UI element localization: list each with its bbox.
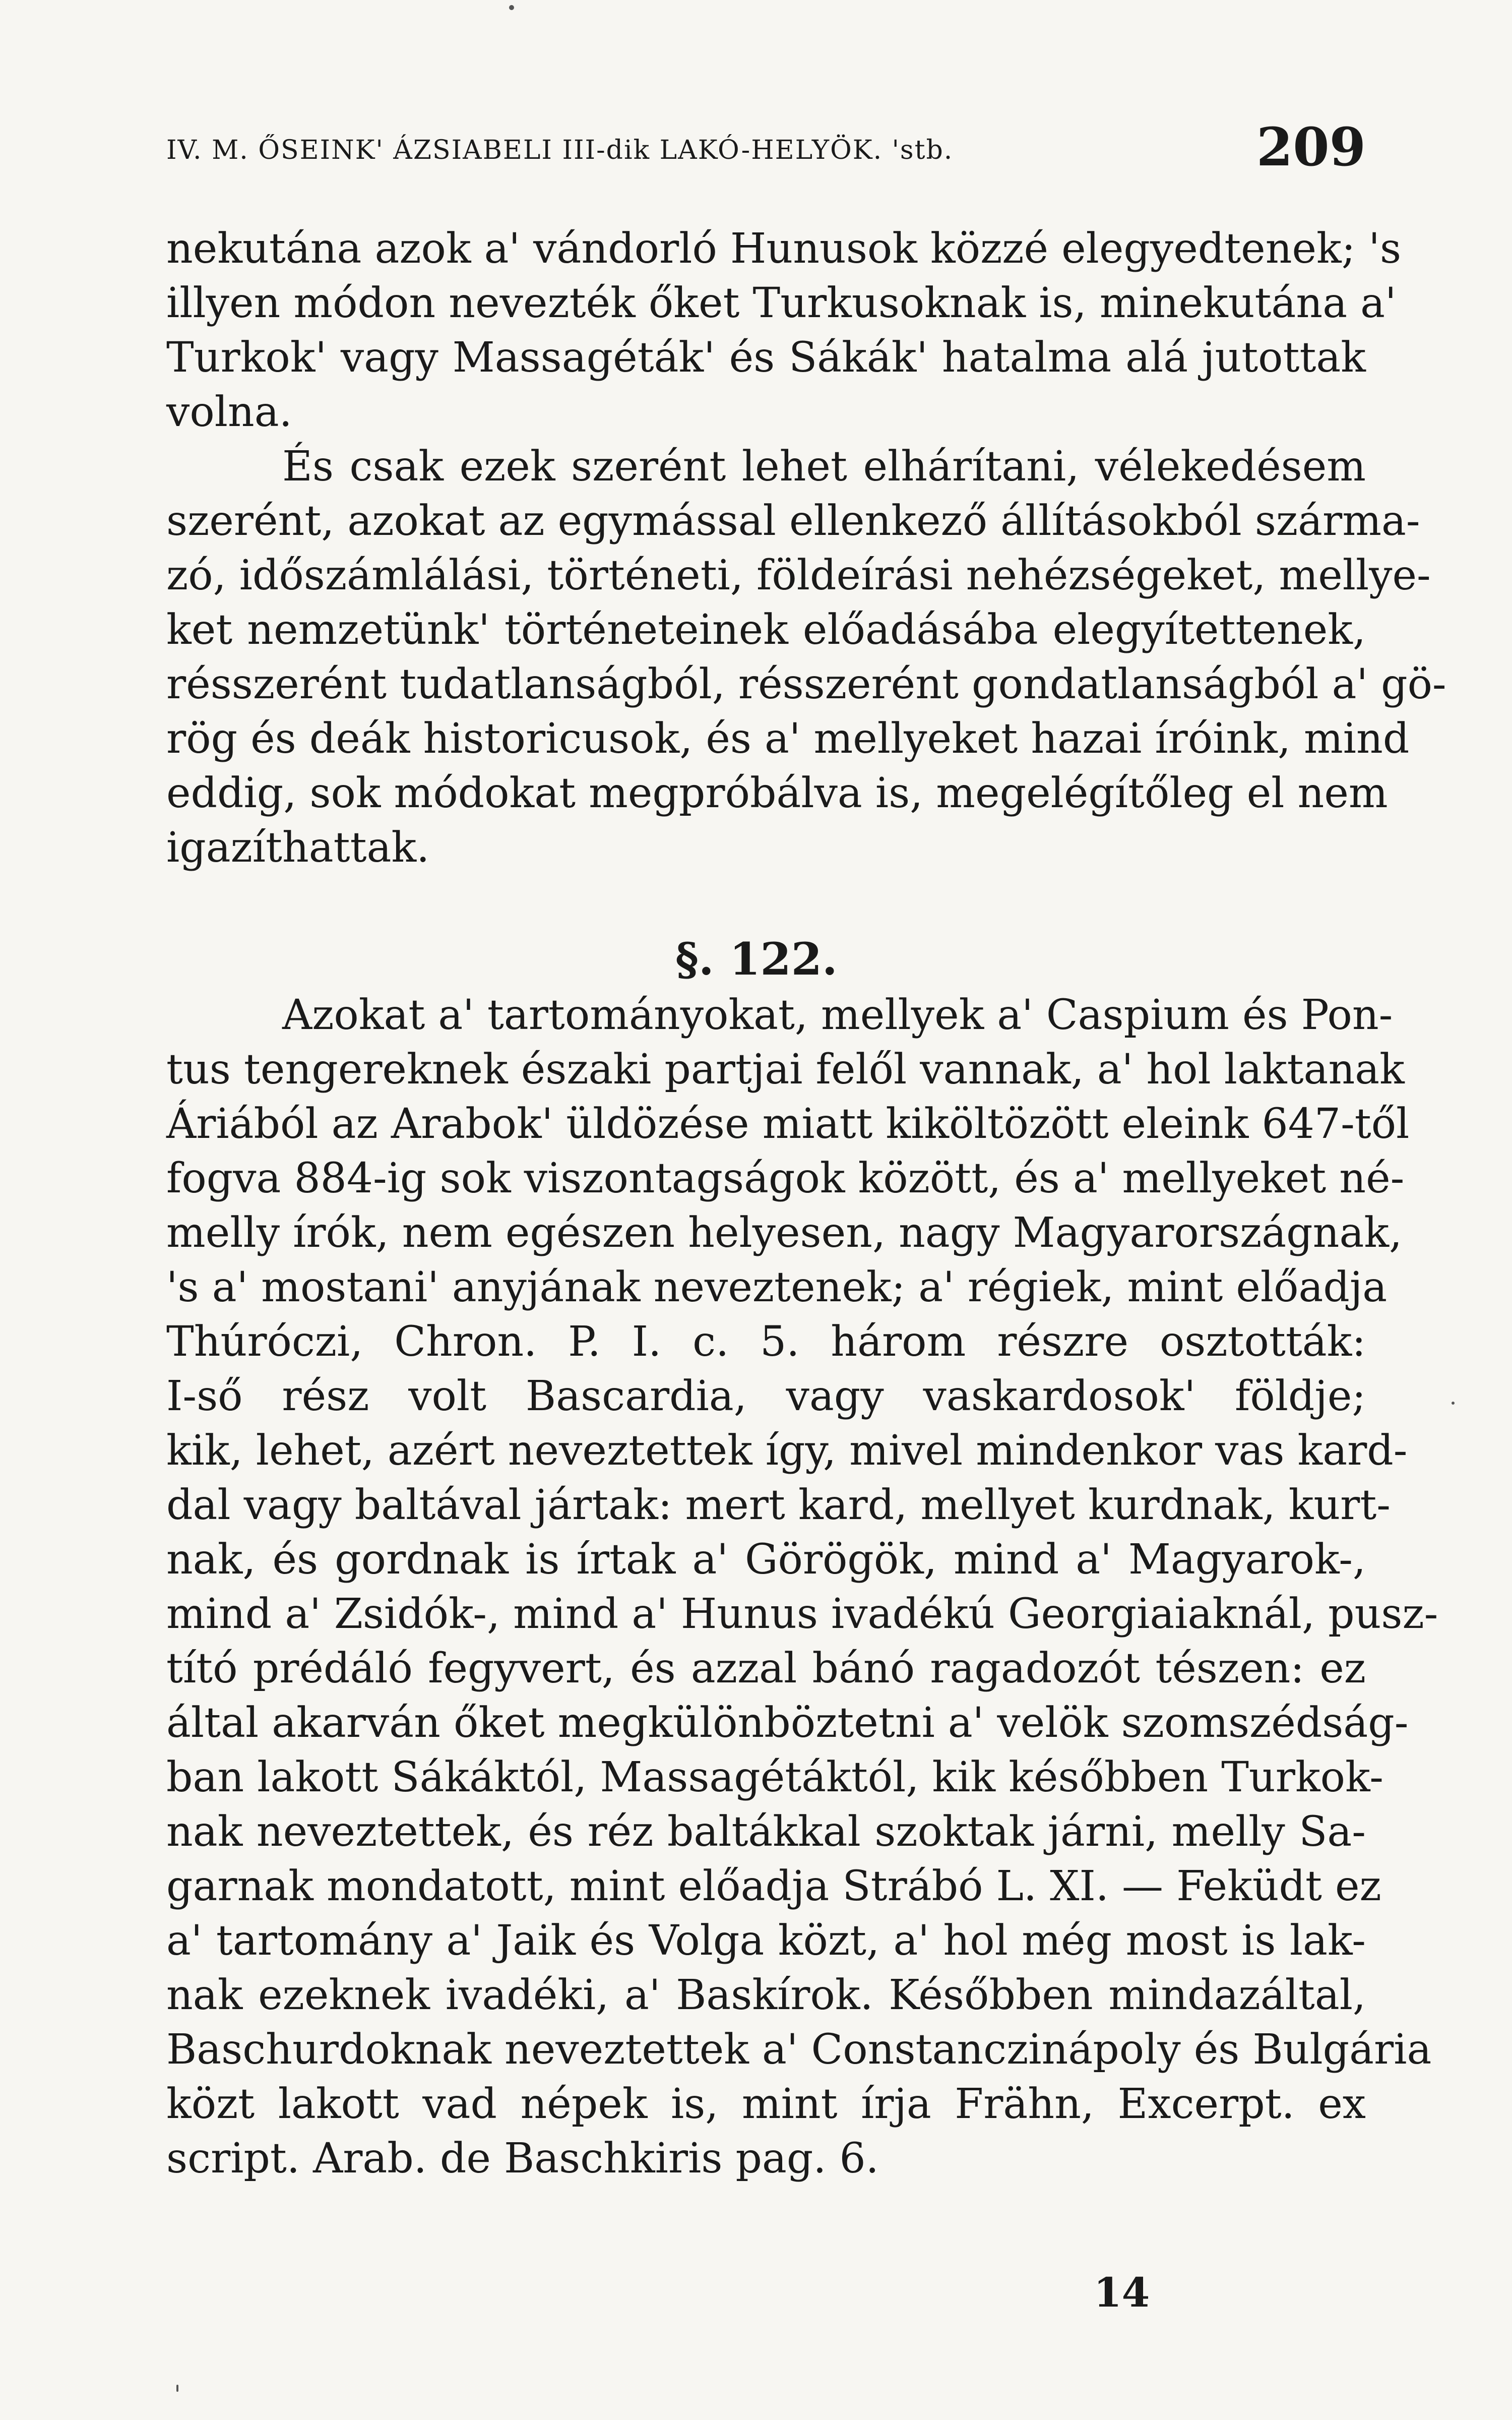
text-line: tító prédáló fegyvert, és azzal bánó ragadozót tészen: ez <box>166 1645 1366 1692</box>
text-line: ket nemzetünk' történeteinek előadásába elegyítettenek, <box>166 606 1366 654</box>
text-line: 's a' mostani' anyjának neveztenek; a' régiek, mint előadja <box>166 1263 1388 1311</box>
text-line: melly írók, nem egészen helyesen, nagy Magyarországnak, <box>166 1209 1403 1257</box>
ink-speck <box>1452 1402 1455 1405</box>
text-line: résszerént tudatlanságból, résszerént gondatlanságból a' gö- <box>166 660 1446 708</box>
main-text <box>166 222 1446 875</box>
page-number: 209 <box>1256 116 1366 178</box>
text-line: garnak mondatott, mint előadja Strábó L. XI. — Feküdt ez <box>166 1862 1381 1910</box>
text-line: Azokat a' tartományokat, mellyek a' Caspium és Pon- <box>282 991 1393 1039</box>
text-line: a' tartomány a' Jaik és Volga közt, a' hol még most is lak- <box>166 1917 1366 1965</box>
text-line: nak ezeknek ivadéki, a' Baskírok. Későbben mindazáltal, <box>166 1971 1366 2019</box>
text-line: Turkok' vagy Massagéták' és Sákák' hatalma alá jutottak <box>166 334 1366 382</box>
text-line: tus tengereknek északi partjai felől vannak, a' hol laktanak <box>166 1046 1405 1094</box>
text-line: kik, lehet, azért neveztettek így, mivel mindenkor vas kard- <box>166 1427 1408 1475</box>
section-number: §. 122. <box>675 933 838 985</box>
running-head <box>166 111 1366 187</box>
section-text <box>166 988 1438 2186</box>
text-line: Baschurdoknak neveztettek a' Constanczinápoly és Bulgária <box>166 2026 1432 2074</box>
ink-speck <box>176 2385 178 2392</box>
text-line: által akarván őket megkülönböztetni a' velök szomszédság- <box>166 1699 1409 1747</box>
text-line: Thúróczi, Chron. P. I. c. 5. három részre osztották: <box>166 1318 1366 1366</box>
text-line: igazíthattak. <box>166 824 430 872</box>
text-line: volna. <box>166 388 292 436</box>
text-line: fogva 884-ig sok viszontagságok között, és a' mellyeket né- <box>166 1155 1405 1202</box>
text-line: Áriából az Arabok' üldözése miatt kiköltözött eleink 647-től <box>166 1100 1410 1148</box>
text-line: nekutána azok a' vándorló Hunusok közzé elegyedtenek; 's <box>166 225 1402 273</box>
text-line: szerént, azokat az egymással ellenkező állításokból szárma- <box>166 497 1420 545</box>
ink-speck <box>509 5 514 10</box>
text-line: ban lakott Sákáktól, Massagétáktól, kik későbben Turkok- <box>166 1753 1383 1801</box>
running-head-title: IV. M. ŐSEINK' ÁZSIABELI III-dik LAKÓ-HELYÖK. 'stb. <box>166 135 954 165</box>
text-line: rög és deák historicusok, és a' mellyeket hazai íróink, mind <box>166 715 1410 763</box>
text-line: nak, és gordnak is írtak a' Görögök, mind a' Magyarok-, <box>166 1536 1366 1584</box>
text-line: illyen módon nevezték őket Turkusoknak is, minekutána a' <box>166 279 1397 327</box>
text-line: közt lakott vad népek is, mint írja Frähn, Excerpt. ex <box>166 2080 1366 2128</box>
text-line: zó, időszámlálási, történeti, földeírási nehézségeket, mellye- <box>166 552 1431 599</box>
text-line: script. Arab. de Baschkiris pag. 6. <box>166 2135 879 2183</box>
text-line: És csak ezek szerént lehet elhárítani, vélekedésem <box>282 443 1366 491</box>
text-line: dal vagy baltával jártak: mert kard, mellyet kurdnak, kurt- <box>166 1481 1391 1529</box>
signature-mark: 14 <box>1094 2269 1150 2316</box>
text-line: nak neveztettek, és réz baltákkal szoktak járni, melly Sa- <box>166 1808 1366 1856</box>
text-line: I-ső rész volt Bascardia, vagy vaskardosok' földje; <box>166 1372 1366 1420</box>
text-line: mind a' Zsidók-, mind a' Hunus ivadékú Georgiaiaknál, pusz- <box>166 1590 1438 1638</box>
text-line: eddig, sok módokat megpróbálva is, megelégítőleg el nem <box>166 769 1388 817</box>
